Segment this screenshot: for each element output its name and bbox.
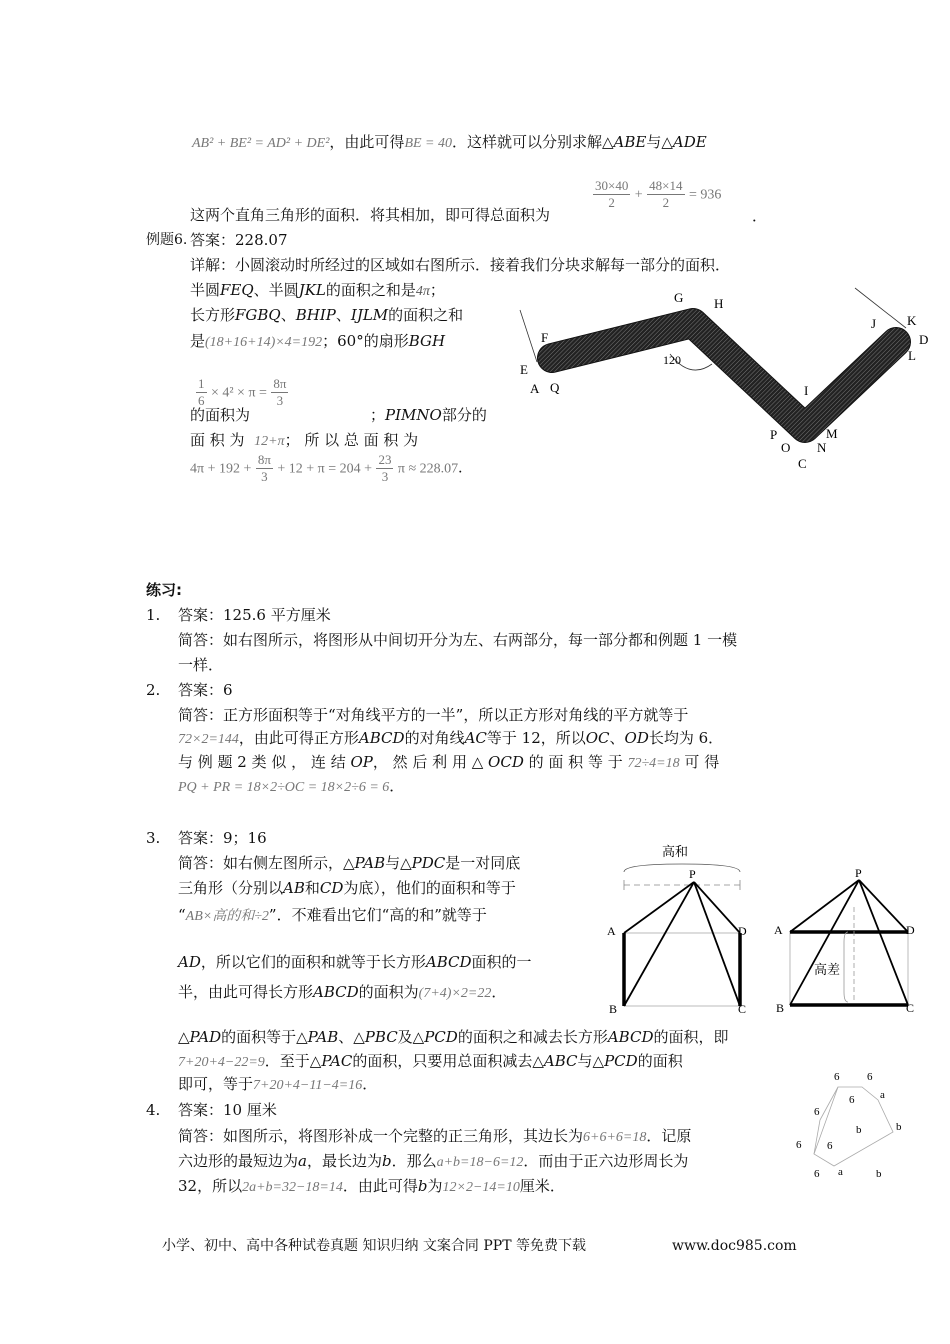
practice-2-line-1: 简答：正方形面积等于“对角线平方的一半”，所以正方形对角线的平方就等于 <box>178 706 689 724</box>
edge-label: 6 <box>834 1071 840 1083</box>
edge-label: 6 <box>849 1094 855 1106</box>
segment-pd <box>859 880 908 932</box>
segment-pd <box>694 882 740 933</box>
example-explain-line-1: 详解：小圆滚动时所经过的区域如右图所示．接着我们分块求解每一部分的面积． <box>190 256 731 274</box>
point-label-d: D <box>906 923 915 937</box>
height-diff-label: 高差 <box>814 962 841 977</box>
point-label-a: A <box>607 924 616 938</box>
angle-label: 120 <box>663 353 681 367</box>
practice-3-line-5: 半，由此可得长方形ABCD的面积为(7+4)×2=22． <box>178 983 507 1001</box>
height-diff-figure <box>770 862 920 1027</box>
point-label-b: B <box>776 1001 785 1015</box>
edge-label: a <box>880 1089 885 1101</box>
point-label-b: B <box>609 1002 618 1016</box>
point-label-p: P <box>770 427 778 442</box>
segment-pa <box>624 882 694 933</box>
segment-pb <box>790 880 859 1005</box>
point-label-p: P <box>855 866 862 880</box>
practice-3-line-1: 简答：如右侧左图所示，△PAB与△PDC是一对同底 <box>178 854 521 872</box>
segment-pb <box>624 882 694 1006</box>
point-label-e: E <box>520 362 528 377</box>
point-label-h: H <box>714 296 724 311</box>
example-line-3: 长方形FGBQ、BHIP、IJLM的面积之和 <box>190 306 464 324</box>
practice-3-line-6: △PAD的面积等于△PAB、△PBC及△PCD的面积之和减去长方形ABCD的面积，即 <box>178 1028 729 1046</box>
height-sum-figure <box>600 838 770 1023</box>
point-label-i: I <box>804 383 809 398</box>
example-sector-formula: $\frac{1}{6}$ × 4² × π = $\frac{8\pi}{3}$ <box>198 376 287 408</box>
point-label-c: C <box>906 1001 915 1015</box>
rolling-circle-figure <box>510 280 935 480</box>
practice-4-line-2: 六边形的最短边为a，最长边为b．那么a+b=18−6=12．而由于正六边形周长为 <box>178 1152 689 1170</box>
example-line-7: 面 积 为 12+π； 所 以 总 面 积 为 <box>190 431 419 449</box>
edge-label: 6 <box>867 1071 873 1083</box>
practice-3-number: 3. <box>146 829 161 847</box>
edge-label: 6 <box>796 1139 802 1151</box>
practice-2-line-2: 72×2=144，由此可得正方形ABCD的对角线AC等于 12，所以OC、OD长均为 6． <box>178 729 724 747</box>
edge-label: 6 <box>827 1140 833 1152</box>
height-sum-label: 高和 <box>662 844 689 859</box>
rectangle-abcd <box>790 932 908 1005</box>
edge-label: 6 <box>814 1168 820 1180</box>
point-label-p: P <box>689 867 696 881</box>
example-label: 例题6. <box>146 232 188 248</box>
point-label-j: J <box>871 316 877 331</box>
point-label-d: D <box>738 924 747 938</box>
point-label-d: D <box>919 332 929 347</box>
practice-4-number: 4. <box>146 1101 161 1119</box>
example-answer: 答案：228.07 <box>190 231 288 249</box>
segment-pa <box>790 880 859 932</box>
point-label-g: G <box>674 290 684 305</box>
practice-1-line-2: 一样． <box>178 656 224 674</box>
top-sum-formula: $\frac{30\times 40}{2}$ + $\frac{48\times 14}{2}$ = 936 <box>595 178 722 210</box>
practice-2-line-4: PQ + PR = 18×2÷OC = 18×2÷6 = 6． <box>178 777 405 795</box>
edge-label: b <box>896 1121 902 1133</box>
segment-pc <box>859 880 908 1005</box>
point-label-q: Q <box>550 380 560 395</box>
triangle-extension <box>814 1120 820 1154</box>
example-line-2: 半圆FEQ、半圆JKL的面积之和是4π； <box>190 281 445 299</box>
point-label-f: F <box>541 330 549 345</box>
practice-4-line-3: 32，所以2a+b=32−18=14．由此可得b为12×2−14=10厘米． <box>178 1177 565 1195</box>
point-label-a: A <box>530 381 540 396</box>
practice-3-line-3: “AB×高的和÷2”．不难看出它们“高的和”就等于 <box>178 906 487 924</box>
edge-label: 6 <box>814 1106 820 1118</box>
practice-4-answer: 答案：10 厘米 <box>178 1101 277 1119</box>
guide-line <box>855 288 906 328</box>
point-label-n: N <box>817 440 827 455</box>
edge-label: b <box>856 1124 862 1136</box>
point-label-l: L <box>908 348 916 363</box>
top-line-1: AB² + BE² = AD² + DE²，由此可得BE = 40．这样就可以分别求解△ABE与△ADE <box>192 133 707 151</box>
example-line-6b: ；PIMNO部分的 <box>370 406 487 424</box>
rectangle-abcd <box>624 933 740 1006</box>
fraction: $\frac{48\times 14}{2}$ <box>649 178 683 210</box>
practice-3-line-2: 三角形（分别以AB和CD为底），他们的面积和等于 <box>178 879 516 897</box>
top-line-2: 这两个直角三角形的面积．将其相加，即可得总面积为 <box>190 206 551 224</box>
formula: AB² + BE² = AD² + DE² <box>192 136 330 151</box>
edge-label: a <box>838 1166 843 1178</box>
edge-label: b <box>876 1168 882 1180</box>
footer-text: 小学、初中、高中各种试卷真题 知识归纳 文案合同 PPT 等免费下载 <box>162 1238 586 1254</box>
practice-title: 练习: <box>146 581 182 599</box>
practice-1-number: 1. <box>146 606 161 624</box>
height-sum-brace <box>624 864 740 872</box>
example-line-4: 是(18+16+14)×4=192；60°的扇形BGH <box>190 332 446 350</box>
practice-2-line-3: 与 例 题 2 类 似 ， 连 结 OP， 然 后 利 用 △ OCD 的 面 积 等 于 72÷4=18 可 得 <box>178 753 720 771</box>
height-diff-brace <box>844 932 848 1002</box>
point-label-o: O <box>781 440 791 455</box>
practice-3-answer: 答案：9；16 <box>178 829 267 847</box>
segment-pc <box>694 882 740 1006</box>
point-label-c: C <box>798 456 807 471</box>
fraction: $\frac{30\times 40}{2}$ <box>595 178 629 210</box>
guide-line <box>520 310 537 362</box>
practice-2-answer: 答案：6 <box>178 681 233 699</box>
hexagon-figure <box>790 1062 920 1187</box>
triangle-extension <box>820 1087 838 1120</box>
footer-website-link[interactable]: www.doc985.com <box>672 1238 797 1254</box>
point-label-m: M <box>826 426 838 441</box>
practice-1-answer: 答案：125.6 平方厘米 <box>178 606 331 624</box>
practice-1-line-1: 简答：如右图所示，将图形从中间切开分为左、右两部分，每一部分都和例题 1 一模 <box>178 631 738 649</box>
point-label-a: A <box>774 923 783 937</box>
practice-4-line-1: 简答：如图所示，将图形补成一个完整的正三角形，其边长为6+6+6=18．记原 <box>178 1127 692 1145</box>
example-line-6: 的面积为 <box>190 406 251 424</box>
practice-3-line-7: 7+20+4−22=9．至于△PAC的面积，只要用总面积减去△ABC与△PCD的面积 <box>178 1052 683 1070</box>
point-label-c: C <box>738 1002 747 1016</box>
practice-3-line-4: AD，所以它们的面积和就等于长方形ABCD面积的一 <box>178 953 532 971</box>
example-total-formula: 4π + 192 + $\frac{8\pi}{3}$ + 12 + π = 204 + $\frac{23}{3}$ π ≈ 228.07． <box>190 452 473 484</box>
formula: BE = 40 <box>404 136 452 151</box>
practice-2-number: 2. <box>146 681 161 699</box>
practice-3-line-8: 即可，等于7+20+4−11−4=16． <box>178 1075 378 1093</box>
point-label-k: K <box>907 313 917 328</box>
